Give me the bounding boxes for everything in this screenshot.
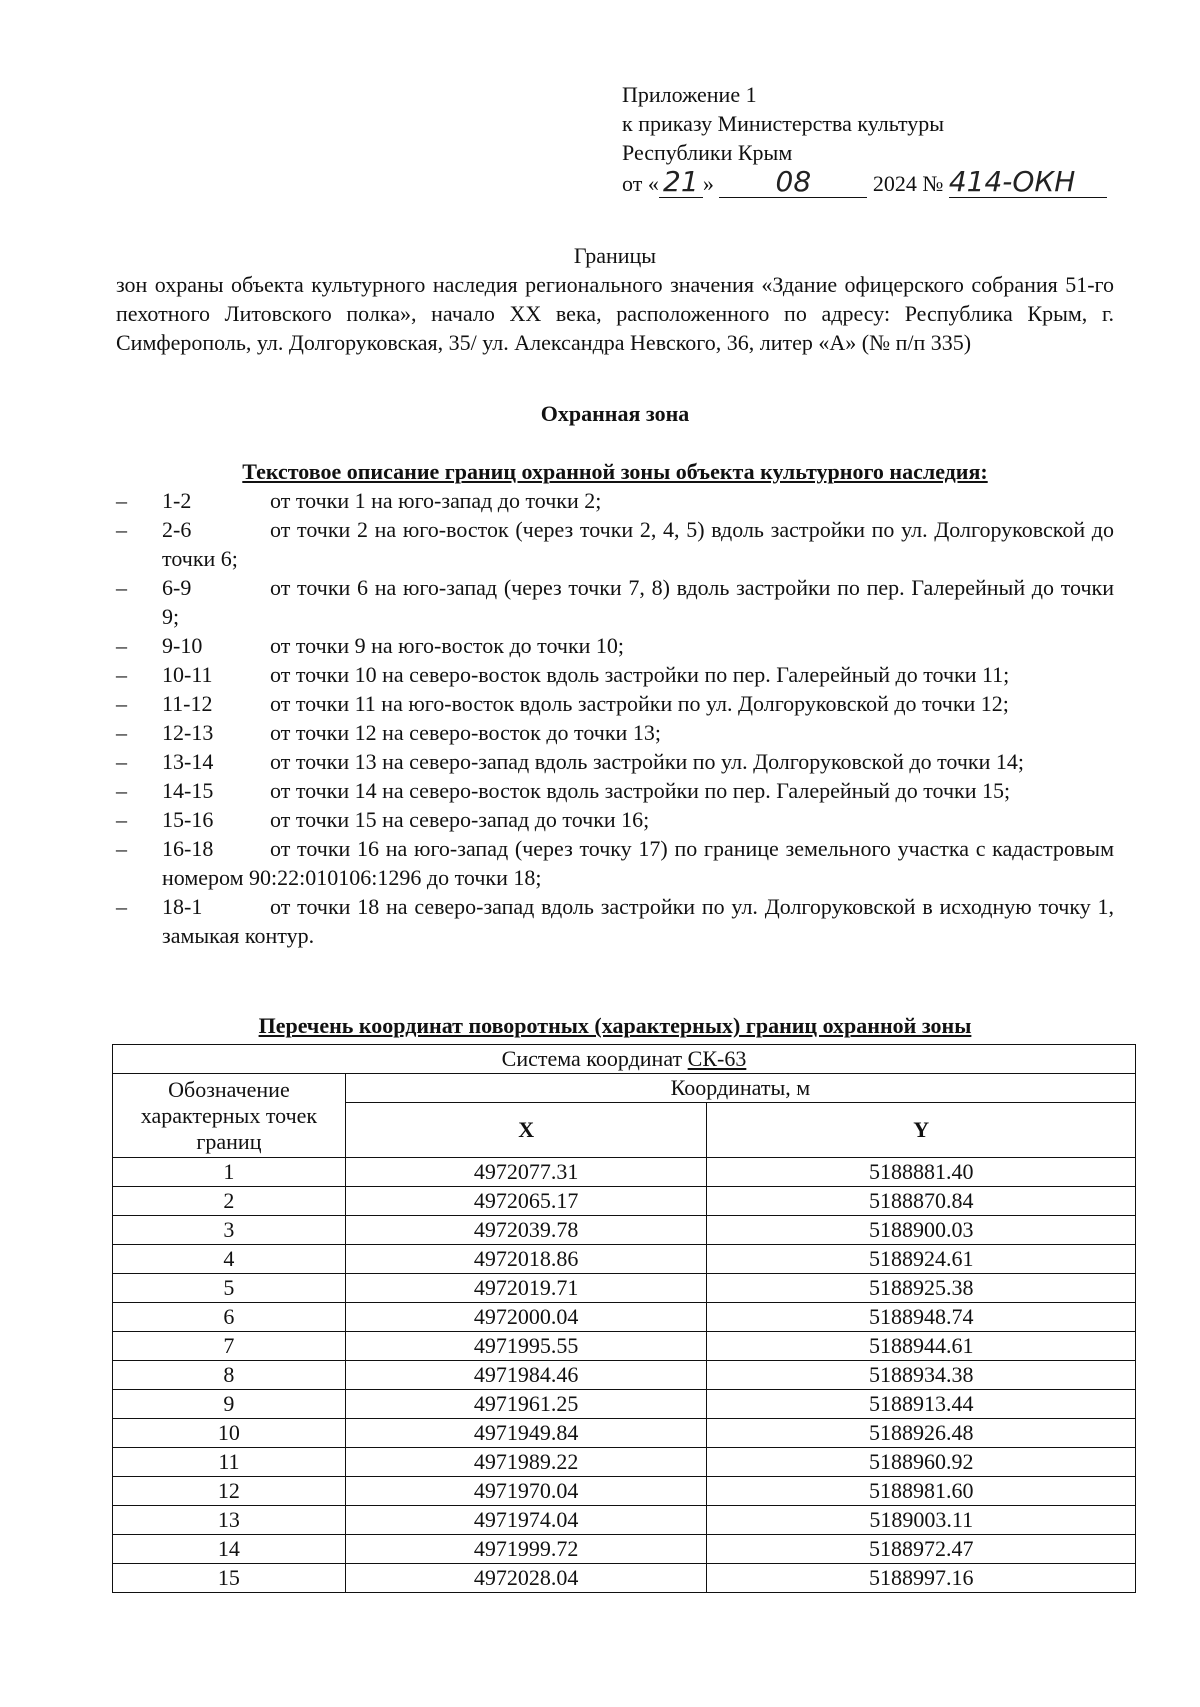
- point-number: 15: [113, 1564, 346, 1593]
- y-column-header: Y: [707, 1103, 1136, 1158]
- boundary-item: [116, 892, 1114, 950]
- x-value: 4972000.04: [345, 1303, 707, 1332]
- table-row: [113, 1506, 1136, 1535]
- date-day: 21: [663, 165, 699, 198]
- segment-text: от точки 13 на северо-запад вдоль застройки по ул. Долгоруковской до точки 14;: [270, 749, 1024, 774]
- y-value: 5188981.60: [707, 1477, 1136, 1506]
- point-number: 1: [113, 1158, 346, 1187]
- table-row: [113, 1274, 1136, 1303]
- point-number: 6: [113, 1303, 346, 1332]
- point-number: 7: [113, 1332, 346, 1361]
- table-row: [113, 1216, 1136, 1245]
- point-number: 14: [113, 1535, 346, 1564]
- segment-label: 2-6: [162, 517, 192, 542]
- boundary-item: [116, 805, 1114, 834]
- point-number: 5: [113, 1274, 346, 1303]
- table-row: [113, 1245, 1136, 1274]
- date-mid: »: [702, 171, 714, 196]
- table-row: [113, 1448, 1136, 1477]
- point-number: 11: [113, 1448, 346, 1477]
- x-value: 4971999.72: [345, 1535, 707, 1564]
- list-dash: –: [116, 749, 127, 774]
- table-row: [113, 1477, 1136, 1506]
- segment-text: от точки 2 на юго-восток (через точки 2, 4, 5) вдоль застройки по ул. Долгоруковской до точки 6;: [162, 517, 1114, 571]
- x-value: 4971989.22: [345, 1448, 707, 1477]
- table-row: [113, 1361, 1136, 1390]
- segment-label: 18-1: [162, 894, 203, 919]
- x-value: 4971995.55: [345, 1332, 707, 1361]
- header-row: [113, 1074, 1136, 1103]
- point-number: 12: [113, 1477, 346, 1506]
- coordinates-column-header: Координаты, м: [345, 1074, 1135, 1103]
- table-row: [113, 1158, 1136, 1187]
- point-number: 13: [113, 1506, 346, 1535]
- order-number-field: [949, 167, 1107, 198]
- segment-label: 12-13: [162, 720, 214, 745]
- point-number: 4: [113, 1245, 346, 1274]
- segment-text: от точки 12 на северо-восток до точки 13;: [270, 720, 661, 745]
- x-value: 4971949.84: [345, 1419, 707, 1448]
- y-value: 5188997.16: [707, 1564, 1136, 1593]
- x-value: 4972077.31: [345, 1158, 707, 1187]
- segment-label: 11-12: [162, 691, 213, 716]
- point-number: 3: [113, 1216, 346, 1245]
- table-row: [113, 1187, 1136, 1216]
- x-value: 4972028.04: [345, 1564, 707, 1593]
- y-value: 5188900.03: [707, 1216, 1136, 1245]
- segment-label: 9-10: [162, 633, 203, 658]
- segment-text: от точки 10 на северо-восток вдоль застройки по пер. Галерейный до точки 11;: [270, 662, 1010, 687]
- segment-label: 14-15: [162, 778, 214, 803]
- list-dash: –: [116, 662, 127, 687]
- list-dash: –: [116, 894, 127, 919]
- document-subject: [116, 270, 1114, 357]
- list-dash: –: [116, 720, 127, 745]
- segment-text: от точки 14 на северо-восток вдоль застройки по пер. Галерейный до точки 15;: [270, 778, 1011, 803]
- segment-text: от точки 6 на юго-запад (через точки 7, 8) вдоль застройки по пер. Галерейный до точки 9;: [162, 575, 1114, 629]
- order-reference: к приказу Министерства культуры: [622, 111, 945, 136]
- table-row: [113, 1303, 1136, 1332]
- document-title: Границы: [573, 243, 657, 268]
- table-row: [113, 1332, 1136, 1361]
- coordinate-system-name: СК-63: [687, 1046, 747, 1071]
- segment-text: от точки 18 на северо-запад вдоль застройки по ул. Долгоруковской в исходную точку 1, замыкая контур.: [162, 894, 1114, 948]
- segment-text: от точки 16 на юго-запад (через точку 17) по границе земельного участка с кадастровым номером 90:22:010106:1296 до точки 18;: [162, 836, 1114, 890]
- boundary-item: [116, 573, 1114, 631]
- list-dash: –: [116, 691, 127, 716]
- boundary-item: [116, 718, 1114, 747]
- boundary-item: [116, 631, 1114, 660]
- table-row: [113, 1535, 1136, 1564]
- date-month: 08: [775, 165, 812, 198]
- segment-label: 13-14: [162, 749, 214, 774]
- coordinates-table: [112, 1044, 1136, 1593]
- boundary-description-list: [116, 486, 1114, 950]
- boundary-item: [116, 747, 1114, 776]
- table-row: [113, 1419, 1136, 1448]
- segment-text: от точки 15 на северо-запад до точки 16;: [270, 807, 650, 832]
- coordinate-system-cell: [113, 1045, 1136, 1074]
- coordinate-system-prefix: Система координат: [501, 1046, 688, 1071]
- segment-label: 10-11: [162, 662, 213, 687]
- segment-text: от точки 11 на юго-восток вдоль застройки по ул. Долгоруковской до точки 12;: [270, 691, 1009, 716]
- appendix-header: [622, 80, 1122, 205]
- points-column-header: Обозначение характерных точек границ: [113, 1074, 346, 1158]
- x-value: 4971961.25: [345, 1390, 707, 1419]
- date-year: 2024 №: [872, 171, 944, 196]
- document-subject-text: зон охраны объекта культурного наследия регионального значения «Здание офицерского собрания 51-го пехотного Литовского полка», начало XX века, расположенного по адресу: Республика Крым, г. Симферополь, ул. Долгоруковская, 35/ ул. Александра Невского, 36, литер «А» (№ п/п 335): [116, 272, 1114, 355]
- order-number: 414-ОКН: [948, 165, 1076, 198]
- segment-label: 1-2: [162, 488, 192, 513]
- y-value: 5188913.44: [707, 1390, 1136, 1419]
- system-row: [113, 1045, 1136, 1074]
- y-value: 5188944.61: [707, 1332, 1136, 1361]
- y-value: 5188881.40: [707, 1158, 1136, 1187]
- list-dash: –: [116, 488, 127, 513]
- x-value: 4972018.86: [345, 1245, 707, 1274]
- segment-text: от точки 9 на юго-восток до точки 10;: [270, 633, 625, 658]
- list-dash: –: [116, 575, 127, 600]
- x-value: 4971970.04: [345, 1477, 707, 1506]
- segment-label: 6-9: [162, 575, 192, 600]
- x-value: 4971974.04: [345, 1506, 707, 1535]
- boundary-item: [116, 834, 1114, 892]
- y-value: 5189003.11: [707, 1506, 1136, 1535]
- x-column-header: X: [345, 1103, 707, 1158]
- point-number: 9: [113, 1390, 346, 1419]
- y-value: 5188925.38: [707, 1274, 1136, 1303]
- boundary-item: [116, 660, 1114, 689]
- y-value: 5188870.84: [707, 1187, 1136, 1216]
- x-value: 4972065.17: [345, 1187, 707, 1216]
- date-month-field: [719, 167, 867, 198]
- coordinates-title: Перечень координат поворотных (характерных) границ охранной зоны: [258, 1013, 972, 1038]
- list-dash: –: [116, 807, 127, 832]
- point-number: 8: [113, 1361, 346, 1390]
- segment-label: 15-16: [162, 807, 214, 832]
- y-value: 5188960.92: [707, 1448, 1136, 1477]
- zone-title: Охранная зона: [540, 401, 690, 426]
- y-value: 5188924.61: [707, 1245, 1136, 1274]
- segment-text: от точки 1 на юго-запад до точки 2;: [270, 488, 602, 513]
- y-value: 5188934.38: [707, 1361, 1136, 1390]
- table-row: [113, 1390, 1136, 1419]
- date-day-field: [659, 167, 703, 198]
- list-dash: –: [116, 633, 127, 658]
- x-value: 4972039.78: [345, 1216, 707, 1245]
- order-date-line: [622, 167, 1122, 205]
- order-region: Республики Крым: [622, 140, 793, 165]
- boundary-item: [116, 776, 1114, 805]
- boundary-item: [116, 515, 1114, 573]
- y-value: 5188972.47: [707, 1535, 1136, 1564]
- list-dash: –: [116, 778, 127, 803]
- y-value: 5188948.74: [707, 1303, 1136, 1332]
- x-value: 4972019.71: [345, 1274, 707, 1303]
- description-title: Текстовое описание границ охранной зоны объекта культурного наследия:: [242, 459, 988, 484]
- boundary-item: [116, 486, 1114, 515]
- point-number: 2: [113, 1187, 346, 1216]
- segment-label: 16-18: [162, 836, 214, 861]
- x-value: 4971984.46: [345, 1361, 707, 1390]
- point-number: 10: [113, 1419, 346, 1448]
- boundary-item: [116, 689, 1114, 718]
- list-dash: –: [116, 517, 127, 542]
- y-value: 5188926.48: [707, 1419, 1136, 1448]
- appendix-number: Приложение 1: [622, 82, 757, 107]
- table-row: [113, 1564, 1136, 1593]
- date-prefix: от «: [622, 171, 659, 196]
- list-dash: –: [116, 836, 127, 861]
